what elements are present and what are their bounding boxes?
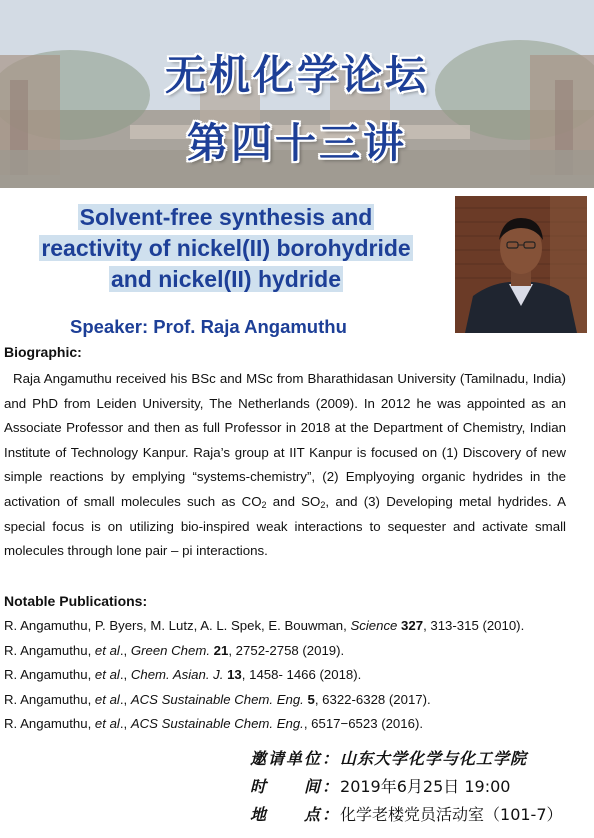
lecture-number: 第四十三讲 bbox=[187, 119, 407, 167]
biographic-text: Raja Angamuthu received his BSc and MSc from Bharathidasan University (Tamilnadu, India) and PhD from Leiden University, The Netherlands (2009). In 2012 he was appointed as an Associate Professor and then as full Professor in 2018 at the Department of Chemistry, Indian Institute of Technology Kanpur. Raja’s group at IIT Kanpur is focused on (1) Discovery of new simple reactions by emplying “systems-chemistry”, (2) Emplyoying organic hydrides in the activation of small molecules such as $CO_2$ and $SO_2$, and (3) Developing metal hydrides. A special focus is on utilizing bio-inspired weak interactions to sequester and activate small molecules through lone pair – pi interactions. bbox=[4, 371, 566, 559]
host-info bbox=[250, 746, 527, 769]
forum-title: 无机化学论坛 bbox=[165, 51, 429, 99]
biographic-heading: Biographic: bbox=[4, 344, 82, 360]
publications-heading: Notable Publications: bbox=[4, 593, 148, 609]
host-value: 山东大学化学与化工学院 bbox=[340, 749, 528, 768]
talk-title-line-2: reactivity of nickel(II) borohydride bbox=[41, 235, 411, 261]
header-banner bbox=[0, 0, 594, 188]
publication-item: R. Angamuthu, P. Byers, M. Lutz, A. L. Spek, E. Bouwman, Science 327, 313-315 (2010). bbox=[4, 618, 525, 633]
publication-item: R. Angamuthu, et al., Green Chem. 21, 2752-2758 (2019). bbox=[4, 642, 345, 658]
place-label: 地 点： bbox=[250, 805, 341, 824]
place-info bbox=[250, 802, 563, 825]
publication-item: R. Angamuthu, et al., ACS Sustainable Chem. Eng., 6517−6523 (2016). bbox=[4, 716, 423, 731]
publication-list bbox=[4, 614, 584, 737]
time-value: 2019年6月25日 19:00 bbox=[340, 777, 511, 796]
talk-title bbox=[8, 202, 444, 295]
publication-item: R. Angamuthu, et al., Chem. Asian. J. 13, 1458- 1466 (2018). bbox=[4, 667, 362, 682]
place-value: 化学老楼党员活动室（101-7） bbox=[340, 805, 563, 824]
time-info bbox=[250, 774, 510, 797]
publication-item: R. Angamuthu, et al., ACS Sustainable Chem. Eng. 5, 6322-6328 (2017). bbox=[4, 691, 431, 707]
host-label: 邀请单位： bbox=[250, 749, 341, 768]
speaker-photo bbox=[455, 196, 587, 333]
speaker-name: Speaker: Prof. Raja Angamuthu bbox=[70, 316, 347, 337]
time-label: 时 间： bbox=[250, 777, 341, 796]
talk-title-line-3: and nickel(II) hydride bbox=[110, 266, 342, 292]
talk-title-line-1: Solvent-free synthesis and bbox=[79, 204, 373, 230]
